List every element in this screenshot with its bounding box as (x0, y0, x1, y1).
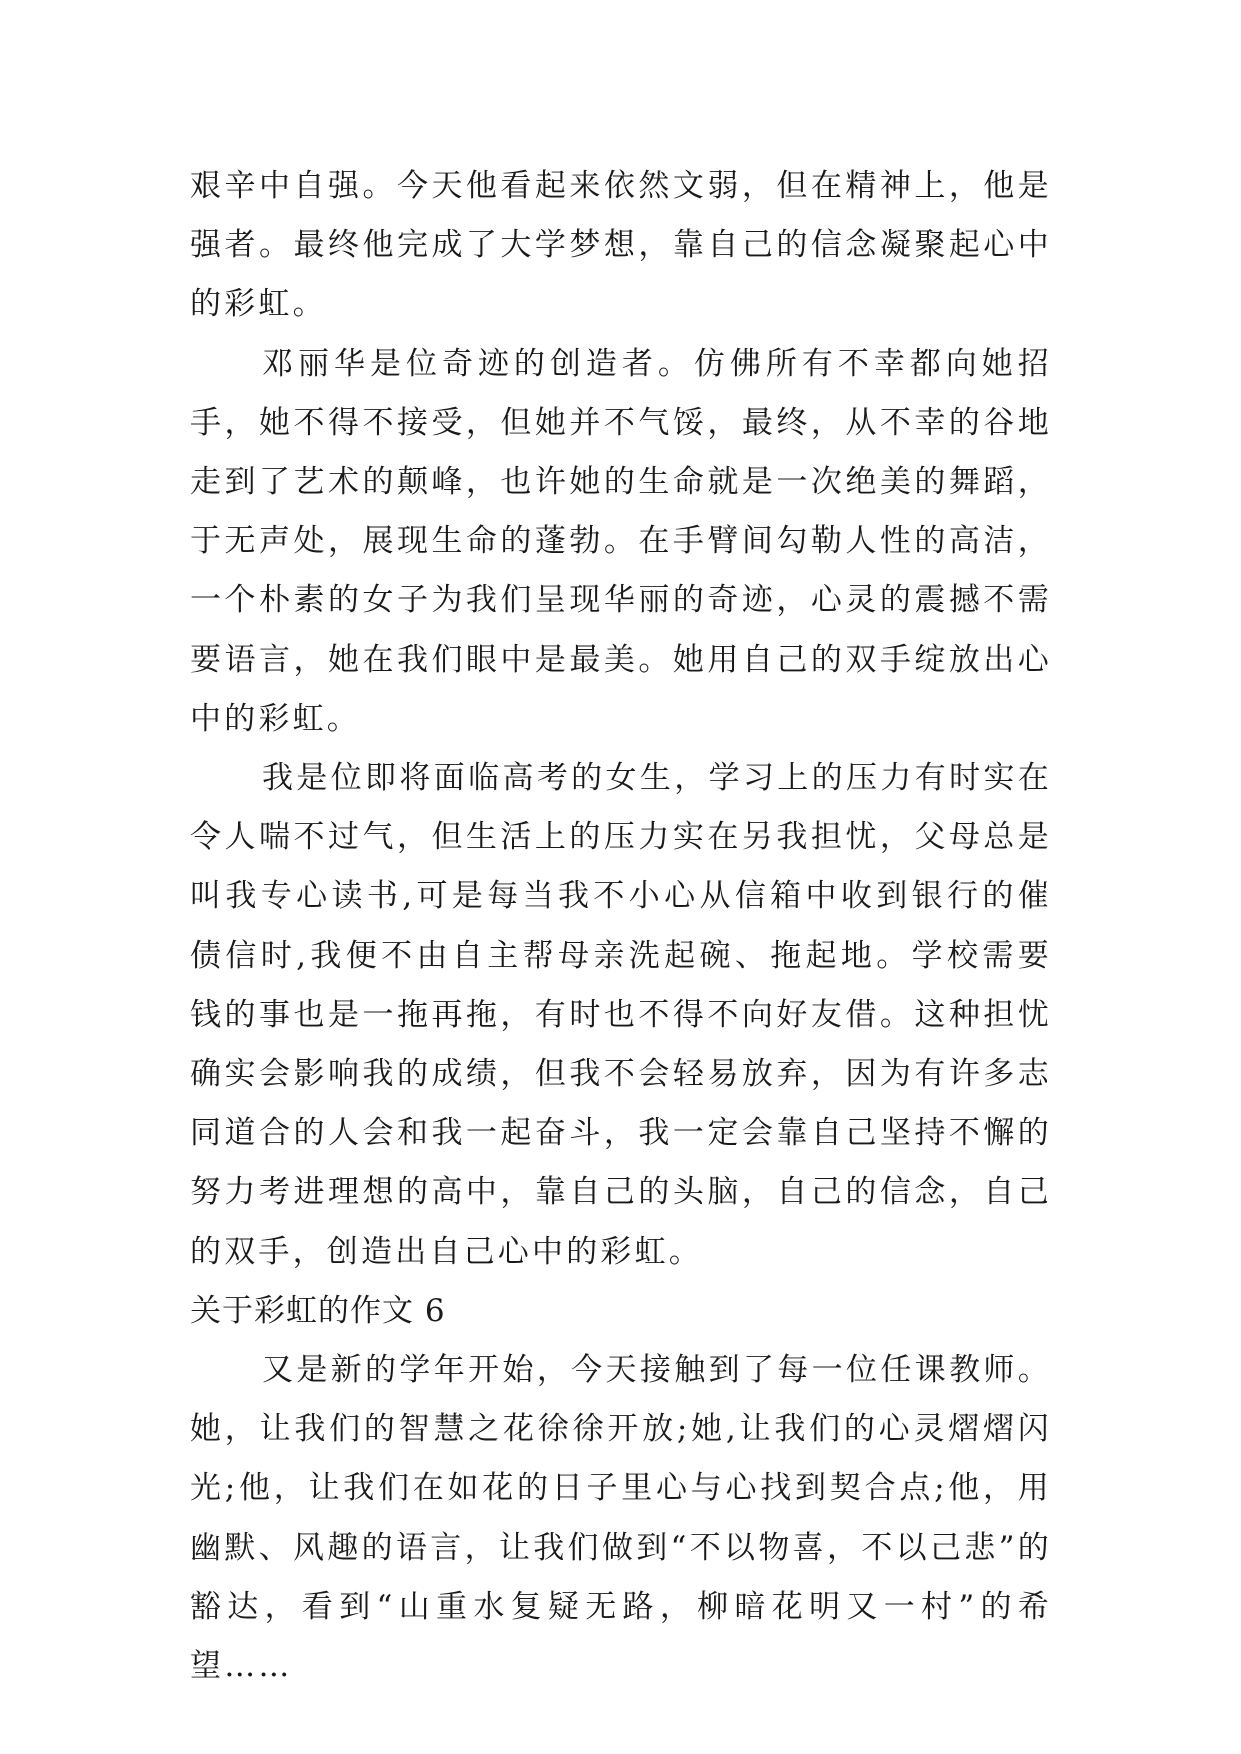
paragraph-author-story: 我是位即将面临高考的女生，学习上的压力有时实在令人喘不过气，但生活上的压力实在另我担忧，父母总是叫我专心读书,可是每当我不小心从信箱中收到银行的催债信时,我便不由自主帮母亲洗起碗、拖起地。学校需要钱的事也是一拖再拖，有时也不得不向好友借。这种担忧确实会影响我的成绩，但我不会轻易放弃，因为有许多志同道合的人会和我一起奋斗，我一定会靠自己坚持不懈的努力考进理想的高中，靠自己的头脑，自己的信念，自己的双手，创造出自己心中的彩虹。 (190, 760, 1052, 1270)
paragraph-deng-lihua: 邓丽华是位奇迹的创造者。仿佛所有不幸都向她招手，她不得不接受，但她并不气馁，最终，从不幸的谷地走到了艺术的颠峰，也许她的生命就是一次绝美的舞蹈，于无声处，展现生命的蓬勃。在手臂间勾勒人性的高洁，一个朴素的女子为我们呈现华丽的奇迹，心灵的震撼不需要语言，她在我们眼中是最美。她用自己的双手绽放出心中的彩虹。 (190, 345, 1052, 737)
section-heading: 关于彩虹的作文 6 (190, 1292, 446, 1329)
paragraph-new-school-year: 又是新的学年开始，今天接触到了每一位任课教师。她，让我们的智慧之花徐徐开放;她,让我们的心灵熠熠闪光;他，让我们在如花的日子里心与心找到契合点;他，用幽默、风趣的语言，让我们做到“不以物喜，不以己悲”的豁达，看到“山重水复疑无路，柳暗花明又一村”的希望…… (190, 1352, 1052, 1685)
paragraph-continuation: 艰辛中自强。今天他看起来依然文弱，但在精神上，他是强者。最终他完成了大学梦想，靠自己的信念凝聚起心中的彩虹。 (190, 168, 1052, 323)
document-body (190, 157, 1052, 1696)
